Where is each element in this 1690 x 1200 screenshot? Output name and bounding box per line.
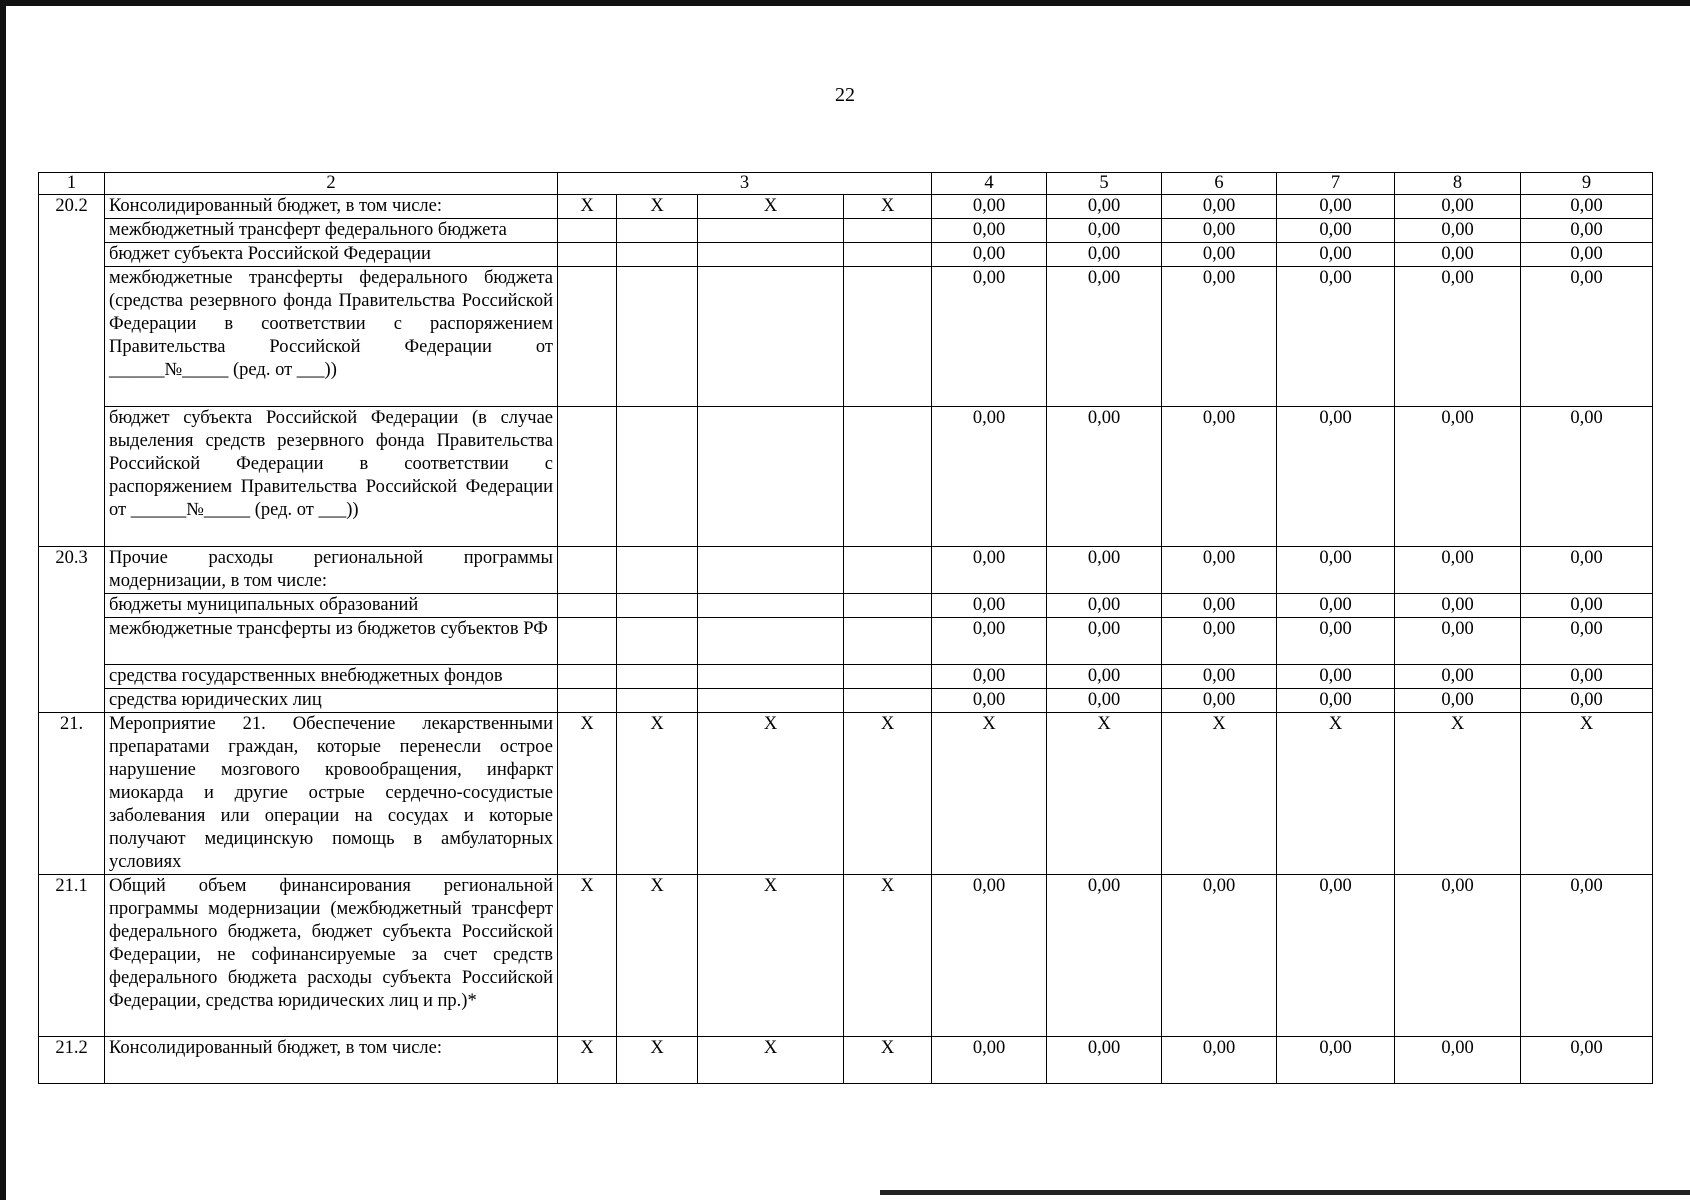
empty-cell [698,407,844,547]
row-description: Консолидированный бюджет, в том числе: [105,195,558,219]
row-description: бюджет субъекта Российской Федерации (в случае выделения средств резервного фонда Правительства Российской Федерации в соответствии с распоряжением Правительства Российской Федерации от ______№_____ (ред. от ___)) [105,407,558,547]
value-cell: 0,00 [932,547,1047,594]
empty-cell [698,243,844,267]
value-cell: 0,00 [1162,594,1277,618]
value-cell: 0,00 [1521,547,1653,594]
table-row [39,594,1653,618]
row-description: средства государственных внебюджетных фондов [105,665,558,689]
table-row [39,547,1653,594]
value-cell: 0,00 [1277,547,1395,594]
value-cell: 0,00 [1162,407,1277,547]
empty-cell [844,407,932,547]
value-cell: 0,00 [1277,875,1395,1037]
value-cell: 0,00 [932,219,1047,243]
x-mark: Х [844,1037,932,1084]
empty-cell [844,219,932,243]
x-mark: Х [617,1037,698,1084]
x-mark: Х [698,713,844,875]
value-cell: 0,00 [1277,195,1395,219]
empty-cell [558,547,617,594]
budget-table [38,172,1653,1084]
value-cell: 0,00 [1277,219,1395,243]
empty-cell [844,665,932,689]
row-number: 21. [39,713,105,875]
row-description: межбюджетные трансферты федерального бюджета (средства резервного фонда Правительства Российской Федерации в соответствии с распоряжением Правительства Российской Федерации от ______№_____ (ред. от ___)) [105,267,558,407]
empty-cell [844,689,932,713]
scan-edge-left [0,0,6,1200]
value-cell: 0,00 [1521,267,1653,407]
value-cell: 0,00 [1395,618,1521,665]
value-cell: 0,00 [932,618,1047,665]
row-description: Прочие расходы региональной программы модернизации, в том числе: [105,547,558,594]
value-cell: 0,00 [1277,1037,1395,1084]
row-description: средства юридических лиц [105,689,558,713]
header-col-8: 8 [1395,173,1521,195]
value-cell: 0,00 [1047,267,1162,407]
value-cell: 0,00 [1521,1037,1653,1084]
row-description: бюджет субъекта Российской Федерации [105,243,558,267]
row-number: 21.1 [39,875,105,1037]
table-row [39,219,1653,243]
table-row [39,1037,1653,1084]
value-cell: Х [1047,713,1162,875]
empty-cell [844,594,932,618]
x-mark: Х [844,713,932,875]
header-col-7: 7 [1277,173,1395,195]
value-cell: 0,00 [932,689,1047,713]
value-cell: 0,00 [1277,243,1395,267]
value-cell: 0,00 [1395,875,1521,1037]
value-cell: 0,00 [1047,195,1162,219]
header-col-3: 3 [558,173,932,195]
value-cell: 0,00 [932,1037,1047,1084]
value-cell: 0,00 [1047,689,1162,713]
empty-cell [617,618,698,665]
row-description: Общий объем финансирования региональной программы модернизации (межбюджетный трансферт федерального бюджета, бюджет субъекта Российской Федерации, не софинансируемые за счет средств федерального бюджета расходы субъекта Российской Федерации, средства юридических лиц и пр.)* [105,875,558,1037]
x-mark: Х [617,195,698,219]
value-cell: 0,00 [1162,547,1277,594]
value-cell: 0,00 [1395,243,1521,267]
empty-cell [698,618,844,665]
x-mark: Х [698,195,844,219]
empty-cell [558,219,617,243]
table-row [39,665,1653,689]
value-cell: 0,00 [1521,594,1653,618]
value-cell: 0,00 [1395,594,1521,618]
value-cell: 0,00 [1047,594,1162,618]
value-cell: 0,00 [1277,689,1395,713]
value-cell: 0,00 [1395,689,1521,713]
value-cell: 0,00 [1162,1037,1277,1084]
x-mark: Х [558,875,617,1037]
empty-cell [698,689,844,713]
row-number: 20.2 [39,195,105,547]
x-mark: Х [617,875,698,1037]
value-cell: 0,00 [1047,875,1162,1037]
x-mark: Х [558,195,617,219]
value-cell: 0,00 [1521,689,1653,713]
x-mark: Х [558,713,617,875]
value-cell: 0,00 [1521,665,1653,689]
value-cell: 0,00 [1277,665,1395,689]
value-cell: 0,00 [1521,195,1653,219]
value-cell: 0,00 [1047,407,1162,547]
empty-cell [558,594,617,618]
value-cell: 0,00 [1521,618,1653,665]
empty-cell [844,618,932,665]
row-description: бюджеты муниципальных образований [105,594,558,618]
table-row [39,407,1653,547]
value-cell: 0,00 [932,875,1047,1037]
value-cell: 0,00 [1047,243,1162,267]
empty-cell [558,665,617,689]
table-row [39,267,1653,407]
value-cell: 0,00 [1162,267,1277,407]
empty-cell [617,594,698,618]
x-mark: Х [698,875,844,1037]
empty-cell [698,594,844,618]
value-cell: 0,00 [1521,875,1653,1037]
value-cell: 0,00 [1162,243,1277,267]
empty-cell [617,547,698,594]
empty-cell [698,219,844,243]
value-cell: 0,00 [932,243,1047,267]
empty-cell [617,665,698,689]
row-description: Мероприятие 21. Обеспечение лекарственными препаратами граждан, которые перенесли острое нарушение мозгового кровообращения, инфаркт миокарда и другие острые сердечно-сосудистые заболевания или операции на сосудах и которые получают медицинскую помощь в амбулаторных условиях [105,713,558,875]
row-number: 21.2 [39,1037,105,1084]
empty-cell [617,407,698,547]
table-row [39,195,1653,219]
value-cell: 0,00 [932,665,1047,689]
value-cell: Х [1162,713,1277,875]
value-cell: 0,00 [1047,547,1162,594]
x-mark: Х [617,713,698,875]
table-row [39,618,1653,665]
empty-cell [617,219,698,243]
empty-cell [844,547,932,594]
header-col-1: 1 [39,173,105,195]
empty-cell [698,665,844,689]
empty-cell [617,243,698,267]
header-col-5: 5 [1047,173,1162,195]
value-cell: 0,00 [1277,594,1395,618]
value-cell: Х [1395,713,1521,875]
value-cell: 0,00 [1395,195,1521,219]
value-cell: 0,00 [1162,219,1277,243]
value-cell: 0,00 [1047,1037,1162,1084]
value-cell: 0,00 [932,407,1047,547]
value-cell: 0,00 [1395,665,1521,689]
value-cell: 0,00 [1047,219,1162,243]
empty-cell [844,267,932,407]
x-mark: Х [844,195,932,219]
empty-cell [558,243,617,267]
value-cell: 0,00 [1395,407,1521,547]
x-mark: Х [698,1037,844,1084]
empty-cell [844,243,932,267]
value-cell: 0,00 [1521,243,1653,267]
value-cell: 0,00 [1521,407,1653,547]
value-cell: 0,00 [1162,875,1277,1037]
empty-cell [617,267,698,407]
header-col-2: 2 [105,173,558,195]
scan-edge-top [0,0,1690,6]
value-cell: 0,00 [1047,618,1162,665]
row-number: 20.3 [39,547,105,713]
table-row [39,243,1653,267]
value-cell: 0,00 [932,267,1047,407]
value-cell: 0,00 [1162,618,1277,665]
value-cell: 0,00 [1047,665,1162,689]
value-cell: 0,00 [932,594,1047,618]
table-row [39,875,1653,1037]
row-description: межбюджетный трансферт федерального бюджета [105,219,558,243]
header-col-4: 4 [932,173,1047,195]
value-cell: 0,00 [1162,665,1277,689]
empty-cell [558,267,617,407]
value-cell: Х [1277,713,1395,875]
row-description: Консолидированный бюджет, в том числе: [105,1037,558,1084]
value-cell: 0,00 [1395,547,1521,594]
value-cell: 0,00 [1395,1037,1521,1084]
x-mark: Х [844,875,932,1037]
scan-edge-bottom [880,1190,1690,1195]
header-col-9: 9 [1521,173,1653,195]
value-cell: Х [932,713,1047,875]
value-cell: Х [1521,713,1653,875]
value-cell: 0,00 [1277,618,1395,665]
table-row [39,689,1653,713]
empty-cell [698,547,844,594]
value-cell: 0,00 [1162,689,1277,713]
value-cell: 0,00 [932,195,1047,219]
row-description: межбюджетные трансферты из бюджетов субъектов РФ [105,618,558,665]
empty-cell [558,689,617,713]
value-cell: 0,00 [1395,267,1521,407]
value-cell: 0,00 [1395,219,1521,243]
value-cell: 0,00 [1277,267,1395,407]
page-number: 22 [835,84,855,106]
empty-cell [558,618,617,665]
value-cell: 0,00 [1277,407,1395,547]
header-row [39,173,1653,195]
value-cell: 0,00 [1521,219,1653,243]
x-mark: Х [558,1037,617,1084]
table-row [39,713,1653,875]
header-col-6: 6 [1162,173,1277,195]
empty-cell [558,407,617,547]
empty-cell [617,689,698,713]
value-cell: 0,00 [1162,195,1277,219]
empty-cell [698,267,844,407]
